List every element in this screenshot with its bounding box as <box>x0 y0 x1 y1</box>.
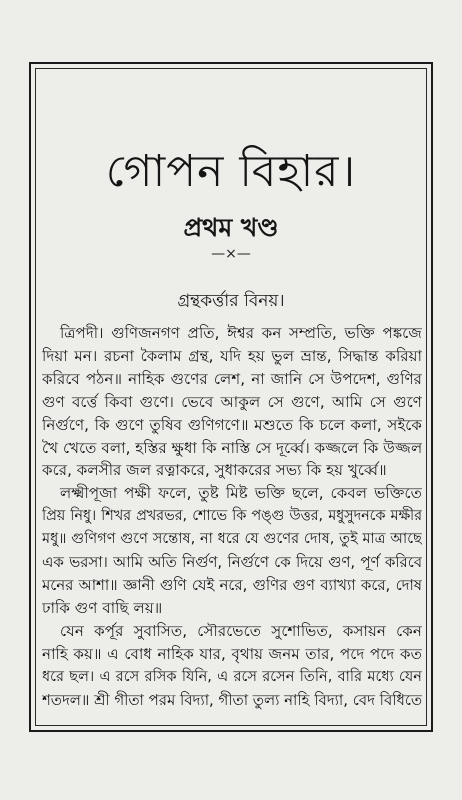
text-line: করে, কলসীর জল রত্নাকরে, সুধাকরের সভ্য কি হয় খুর্ব্বে॥ <box>42 461 387 480</box>
section-heading: গ্রন্থকর্ত্তার বিনয়। <box>177 291 285 311</box>
text-line: ত্রিপদী। গুণিজনগণ প্রতি, ঈশ্বর কন সম্প্রতি, ভক্তি পঙ্কজে <box>60 324 422 342</box>
text-line: প্রিয় নিধু। শিখর প্রখরভর, শোভে কি পঙ্গু উত্তর, মধুসুদনকে মক্ষীর <box>42 508 422 525</box>
text-line: শতদল॥ শ্রী গীতা পরম বিদ্যা, গীতা তুল্য নাহি বিদ্যা, বেদ বিধিতে <box>42 690 422 709</box>
text-line: গুণ বর্ত্তে কিবা গুণে। ভেবে আকুল সে গুণে, আমি সে গুণে <box>42 392 422 411</box>
text-line: নির্গুণে, কি গুণে তুষিব গুণিগণে॥ মশুতে কি চলে কলা, সইকে <box>42 415 422 434</box>
text-line: মনের আশা॥ জ্ঞানী গুণি যেই নরে, গুণির গুণ ব্যাখ্যা করে, দোষ <box>42 575 422 594</box>
part-title: প্রথম খণ্ড <box>183 213 279 242</box>
text-line: লক্ষ্মীপূজা পক্ষী ফলে, তুষ্ট মিষ্ট ভক্তি ছলে, কেবল ভক্তিতে <box>60 484 422 503</box>
text-line: যেন কর্পূর সুবাসিত, সৌরভেতে সুশোভিত, কসায়ন কেন <box>60 621 422 640</box>
text-line: ঢাকি গুণ বাছি লয়॥ <box>42 598 163 617</box>
text-line: এক ভরসা। আমি অতি নির্গুণ, নির্গুণে কে দিয়ে গুণ, পূর্ণ করিবে <box>42 553 422 572</box>
text-line: মধু॥ গুণিগণ গুণে সন্তোষ, না ধরে যে গুণের দোষ, তুই মাত্র আছে <box>42 530 422 548</box>
text-line: নাহি কয়॥ এ বোধ নাহিক যার, বৃথায় জনম তার, পদে পদে কত <box>42 644 422 663</box>
text-line: খৈ খেতে বলা, হস্তির ক্ষুধা কি নাস্তি সে দূর্ব্বে। কজ্জলে কি উজ্জল <box>42 438 422 457</box>
book-title: গোপন বিহার। <box>105 146 357 197</box>
text-line: ধরে ছল। এ রসে রসিক যিনি, এ রসে রসেন তিনি, বারি মধ্যে যেন <box>42 667 422 685</box>
ornament-divider: —×— <box>211 246 251 262</box>
text-line: করিবে পঠন॥ নাহিক গুণের লেশ, না জানি সে উপদেশ, গুণির <box>42 369 422 388</box>
text-line: দিয়া মন। রচনা কৈলাম গ্রন্থ, যদি হয় ভুল ভ্রান্ত, সিদ্ধান্ত করিয়া <box>42 346 422 365</box>
body-text <box>42 322 422 711</box>
